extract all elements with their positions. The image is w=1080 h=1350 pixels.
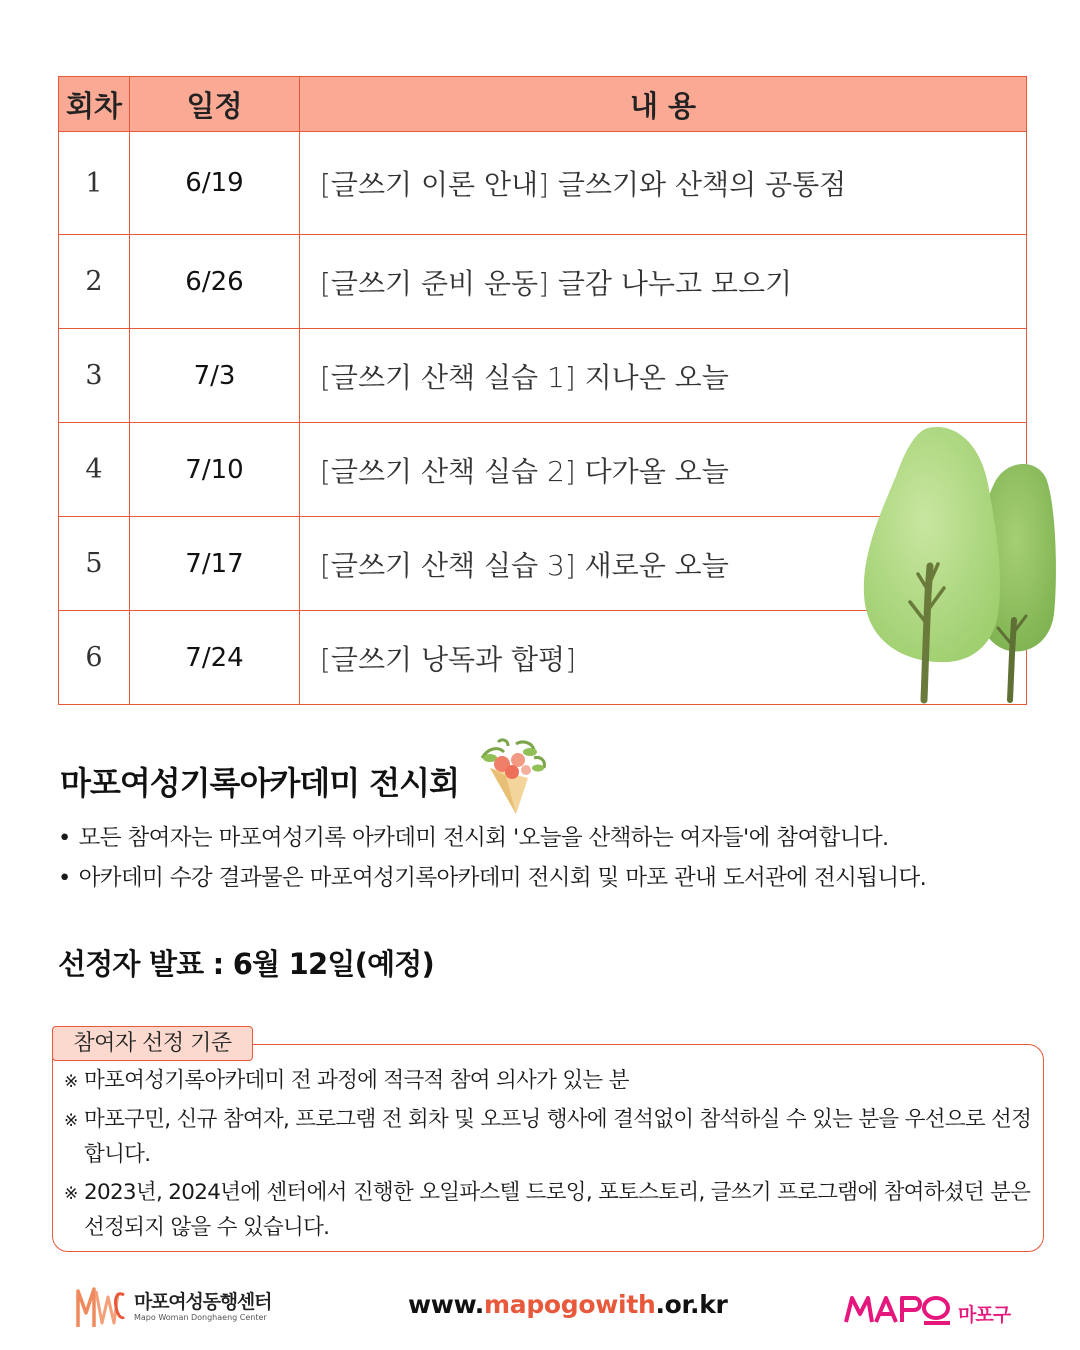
reference-mark-icon: ※ [64, 1184, 78, 1204]
exhibition-bullets [58, 818, 926, 898]
session-date: 7/24 [130, 611, 300, 705]
url-prefix: www. [408, 1290, 484, 1319]
center-logo-icon [74, 1283, 126, 1331]
reference-mark-icon: ※ [64, 1072, 78, 1092]
mapo-gu-logo [844, 1292, 1024, 1332]
session-number: 5 [59, 517, 130, 611]
session-content: [글쓰기 산책 실습 1] 지나온 오늘 [300, 329, 1027, 423]
session-date: 7/10 [130, 423, 300, 517]
session-content: [글쓰기 이론 안내] 글쓰기와 산책의 공통점 [300, 132, 1027, 235]
session-date: 6/19 [130, 132, 300, 235]
url-suffix: .or.kr [655, 1290, 728, 1319]
session-content: [글쓰기 준비 운동] 글감 나누고 모으기 [300, 235, 1027, 329]
session-content: [글쓰기 산책 실습 2] 다가올 오늘 [300, 423, 1027, 517]
criteria-text: 마포여성기록아카데미 전 과정에 적극적 참여 의사가 있는 분 [84, 1068, 629, 1093]
criteria-list [64, 1064, 1034, 1249]
table-header-row [59, 77, 1027, 132]
session-number: 2 [59, 235, 130, 329]
session-number: 6 [59, 611, 130, 705]
mapo-wordmark-icon [844, 1292, 952, 1326]
session-content: [글쓰기 산책 실습 3] 새로운 오늘 [300, 517, 1027, 611]
list-item [64, 1176, 1034, 1245]
session-number: 1 [59, 132, 130, 235]
criteria-tag: 참여자 선정 기준 [52, 1026, 253, 1061]
center-name: 마포여성동행센터 [134, 1291, 272, 1313]
url-highlight: mapogowith [484, 1290, 656, 1319]
announcement-date: 선정자 발표 : 6월 12일(예정) [58, 947, 434, 981]
session-date: 7/3 [130, 329, 300, 423]
reference-mark-icon: ※ [64, 1111, 78, 1131]
criteria-text: 2023년, 2024년에 센터에서 진행한 오일파스텔 드로잉, 포토스토리, 글쓰기 프로그램에 참여하셨던 분은 선정되지 않을 수 있습니다. [84, 1180, 1031, 1240]
session-content: [글쓰기 낭독과 합평] [300, 611, 1027, 705]
header-date: 일정 [130, 77, 300, 132]
website-link[interactable] [408, 1290, 728, 1319]
header-session: 회차 [59, 77, 130, 132]
header-content: 내 용 [300, 77, 1027, 132]
session-number: 3 [59, 329, 130, 423]
session-number: 4 [59, 423, 130, 517]
exhibition-title: 마포여성기록아카데미 전시회 [60, 764, 459, 802]
table-row [59, 329, 1027, 423]
trees-illustration [858, 424, 1058, 704]
list-item [64, 1064, 1034, 1099]
list-item: • 모든 참여자는 마포여성기록 아카데미 전시회 '오늘을 산책하는 여자들'에 참여합니다. [58, 818, 926, 858]
session-date: 7/17 [130, 517, 300, 611]
table-row [59, 132, 1027, 235]
list-item: • 아카데미 수강 결과물은 마포여성기록아카데미 전시회 및 마포 관내 도서관에 전시됩니다. [58, 858, 926, 898]
list-item [64, 1103, 1034, 1172]
criteria-text: 마포구민, 신규 참여자, 프로그램 전 회차 및 오프닝 행사에 결석없이 참석하실 수 있는 분을 우선으로 선정합니다. [84, 1107, 1032, 1167]
session-date: 6/26 [130, 235, 300, 329]
bouquet-icon [476, 738, 548, 816]
gu-name: 마포구 [958, 1304, 1011, 1326]
table-row [59, 235, 1027, 329]
center-name-english: Mapo Woman Donghaeng Center [134, 1313, 267, 1322]
center-logo [74, 1283, 284, 1331]
